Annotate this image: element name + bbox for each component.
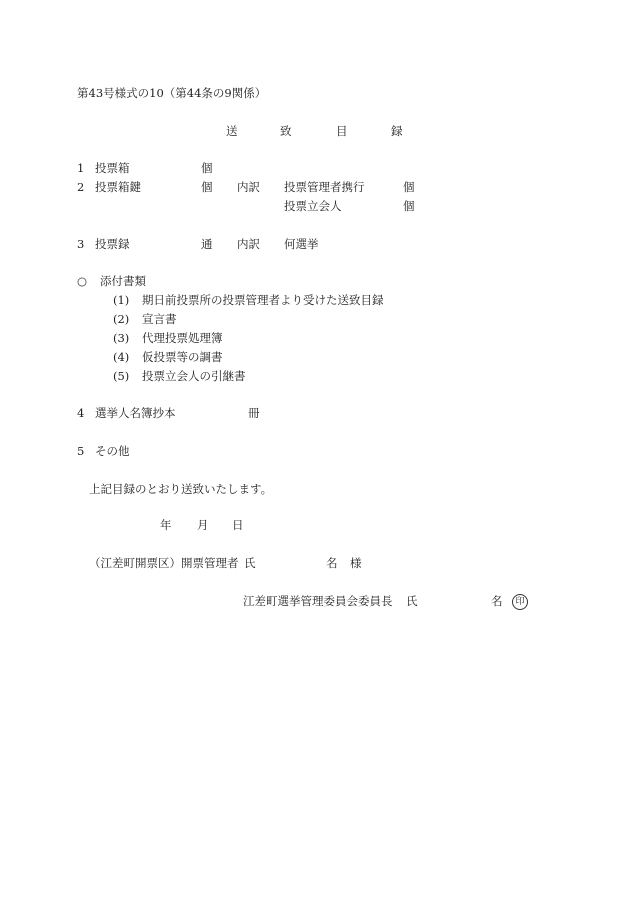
attachment-1-number: (1) [113, 293, 130, 307]
date-day: 日 [232, 518, 244, 532]
attachment-2-number: (2) [113, 312, 130, 326]
item3-label: 投票録 [95, 237, 130, 251]
attachment-4-text: 仮投票等の調書 [142, 350, 223, 364]
statement: 上記目録のとおり送致いたします。 [89, 482, 273, 496]
attachment-3-text: 代理投票処理簿 [142, 331, 223, 345]
title-char-3: 目 [336, 124, 348, 138]
sender-shi: 氏 [406, 594, 418, 608]
item3-breakdown: 内訳 [237, 237, 260, 251]
title-char-1: 送 [226, 124, 238, 138]
attachment-1-text: 期日前投票所の投票管理者より受けた送致目録 [142, 293, 384, 307]
date-month: 月 [197, 518, 209, 532]
item4-label: 選挙人名簿抄本 [95, 406, 176, 420]
title-char-4: 録 [391, 124, 403, 138]
item2-number: 2 [77, 180, 85, 194]
item2-sub2-label: 投票立会人 [284, 199, 342, 213]
addressee-shi: 氏 [244, 556, 256, 570]
item4-number: 4 [77, 406, 85, 420]
item5-label: その他 [95, 444, 130, 458]
seal-mark: 印 [512, 594, 528, 610]
item1-label: 投票箱 [95, 161, 130, 175]
attachment-5-text: 投票立会人の引継書 [142, 369, 246, 383]
item4-unit: 冊 [248, 406, 260, 420]
attachments-mark: ○ [77, 274, 88, 288]
addressee-sama: 様 [350, 556, 362, 570]
attachment-4-number: (4) [113, 350, 130, 364]
date-year: 年 [160, 518, 172, 532]
attachment-3-number: (3) [113, 331, 130, 345]
item5-number: 5 [77, 444, 85, 458]
form-label: 第43号様式の10（第44条の9関係） [77, 86, 267, 100]
attachment-5-number: (5) [113, 369, 130, 383]
sender-organization: 江差町選挙管理委員会委員長 [243, 594, 393, 608]
item2-sub1-label: 投票管理者携行 [284, 180, 365, 194]
item2-label: 投票箱鍵 [95, 180, 141, 194]
item2-sub2-unit: 個 [403, 199, 415, 213]
addressee-mei: 名 [326, 556, 338, 570]
attachments-heading: 添付書類 [100, 274, 146, 288]
item1-unit: 個 [201, 161, 213, 175]
item2-unit: 個 [201, 180, 213, 194]
title-char-2: 致 [280, 124, 292, 138]
item3-unit: 通 [201, 237, 213, 251]
sender-mei: 名 [491, 594, 503, 608]
item3-number: 3 [77, 237, 85, 251]
item2-sub1-unit: 個 [403, 180, 415, 194]
item2-breakdown: 内訳 [237, 180, 260, 194]
attachment-2-text: 宣言書 [142, 312, 177, 326]
item3-sub: 何選挙 [284, 237, 319, 251]
item1-number: 1 [77, 161, 85, 175]
addressee-organization: （江差町開票区）開票管理者 [89, 556, 239, 570]
